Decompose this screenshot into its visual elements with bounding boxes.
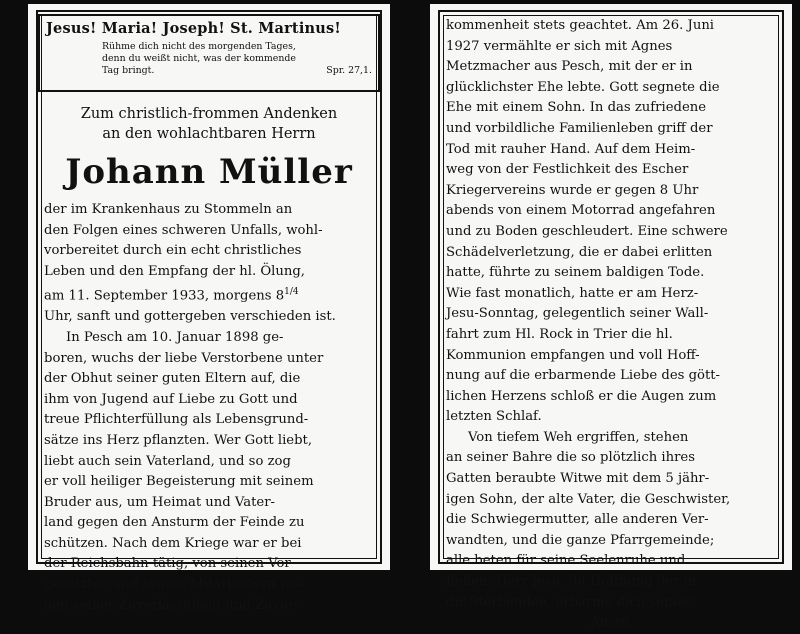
text-line: der im Krankenhaus zu Stommeln an xyxy=(44,202,293,217)
text-line: kommenheit stets geachtet. Am 26. Juni xyxy=(446,18,715,33)
verse-line: Tag bringt. xyxy=(102,65,155,76)
text-line: Uhr, sanft und gottergeben verschieden ist. xyxy=(44,309,336,325)
text-line: treue Pflichterfüllung als Lebensgrund- xyxy=(44,412,309,428)
dedication-line: an den wohlachtbaren Herrn xyxy=(102,126,316,142)
text-line: In Pesch am 10. Januar 1898 ge- xyxy=(66,329,284,345)
text-line: igen Sohn, der alte Vater, die Geschwister, xyxy=(446,491,731,507)
invocation: Jesus! Maria! Joseph! St. Martinus! xyxy=(46,20,341,37)
text-line: Leben und den Empfang der hl. Ölung, xyxy=(44,263,305,279)
text-line: 1927 vermählte er sich mit Agnes xyxy=(446,38,673,54)
text-line: nung auf die erbarmende Liebe des gött- xyxy=(446,368,721,384)
text-line: ihm von Jugend auf Liebe zu Gott und xyxy=(44,391,298,407)
text-line: und zu Boden geschleudert. Eine schwere xyxy=(446,223,728,239)
left-page xyxy=(28,4,390,613)
text-line: Gatten beraubte Witwe mit dem 5 jähr- xyxy=(446,471,710,487)
text-line: flehen: Herr Jesu, du Hoffnung der in xyxy=(446,574,697,590)
right-page xyxy=(430,4,792,631)
text-line: Bruder aus, um Heimat und Vater- xyxy=(44,494,275,510)
text-line: die Schwiegermutter, alle anderen Ver- xyxy=(446,512,709,528)
text-line: und vorbildliche Familienleben griff der xyxy=(446,120,713,136)
time-fraction: 1/4 xyxy=(284,287,299,298)
text-line: schützen. Nach dem Kriege war er bei xyxy=(44,535,302,551)
dedication xyxy=(28,104,390,144)
header-box xyxy=(38,14,380,92)
text-line: Schädelverletzung, die er dabei erlitten xyxy=(446,244,713,260)
text-line: fahrt zum Hl. Rock in Trier die hl. xyxy=(446,326,673,342)
text-line: liebt auch sein Vaterland, und so zog xyxy=(44,453,291,469)
text-line: boren, wuchs der liebe Verstorbene unter xyxy=(44,350,324,366)
text-line: an seiner Bahre die so plötzlich ihres xyxy=(446,450,695,466)
bible-verse xyxy=(102,41,372,77)
text-line: gen seiner Zuverlässigkeit und Zuvor- xyxy=(44,597,299,613)
left-text-body xyxy=(44,200,376,616)
text-line: lichen Herzens schloß er die Augen zum xyxy=(446,388,717,404)
text-line: alle beten für seine Seelenruhe und xyxy=(446,553,686,569)
text-line: sätze ins Herz pflanzten. Wer Gott liebt, xyxy=(44,432,313,448)
text-line: Ehe mit einem Sohn. In das zufriedene xyxy=(446,100,707,116)
text-line: Jesu-Sonntag, gelegentlich seiner Wall- xyxy=(446,306,709,322)
text-line: Wie fast monatlich, hatte er am Herz- xyxy=(446,285,699,301)
text-line: Von tiefem Weh ergriffen, stehen xyxy=(468,429,689,445)
dedication-line: Zum christlich-frommen Andenken xyxy=(80,106,338,122)
text-line: der Obhut seiner guten Eltern auf, die xyxy=(44,371,301,387)
text-line: den Folgen eines schweren Unfalls, wohl- xyxy=(44,222,323,238)
text-line: Metzmacher aus Pesch, mit der er in xyxy=(446,59,693,75)
text-line: Kriegervereins wurde er gegen 8 Uhr xyxy=(446,182,699,198)
verse-line: denn du weißt nicht, was der kommende xyxy=(102,53,296,64)
text-line: der Reichsbahn tätig, von seinen Vor- xyxy=(44,556,296,572)
text-line: dir Sterbenden, erbarme dich seiner! xyxy=(446,594,697,610)
text-line: abends von einem Motorrad angefahren xyxy=(446,203,716,219)
deceased-name: Johann Müller xyxy=(65,152,353,192)
text-line: gesetzten und seinen Mitarbeitern we- xyxy=(44,577,304,593)
text-line: weg von der Festlichkeit des Escher xyxy=(446,162,689,178)
text-line: vorbereitet durch ein echt christliches xyxy=(44,243,302,259)
text-line: letzten Schlaf. xyxy=(446,409,542,425)
text-line: er voll heiliger Begeisterung mit seinem xyxy=(44,474,314,490)
amen-line: Amen. xyxy=(590,615,634,631)
text-line: am 11. September 1933, morgens $8^{1/4}$ xyxy=(44,287,299,304)
text-line: Tod mit rauher Hand. Auf dem Heim- xyxy=(446,141,696,157)
right-text-body xyxy=(446,16,778,634)
text-line: hatte, führte zu seinem baldigen Tode. xyxy=(446,265,705,281)
verse-line: Rühme dich nicht des morgenden Tages, xyxy=(102,41,296,52)
text-line: land gegen den Ansturm der Feinde zu xyxy=(44,515,305,531)
verse-source: Spr. 27,1. xyxy=(326,65,372,76)
text-line: Kommunion empfangen und voll Hoff- xyxy=(446,347,700,363)
text-line: glücklichster Ehe lebte. Gott segnete die xyxy=(446,79,720,95)
text-line: wandten, und die ganze Pfarrgemeinde; xyxy=(446,532,715,548)
